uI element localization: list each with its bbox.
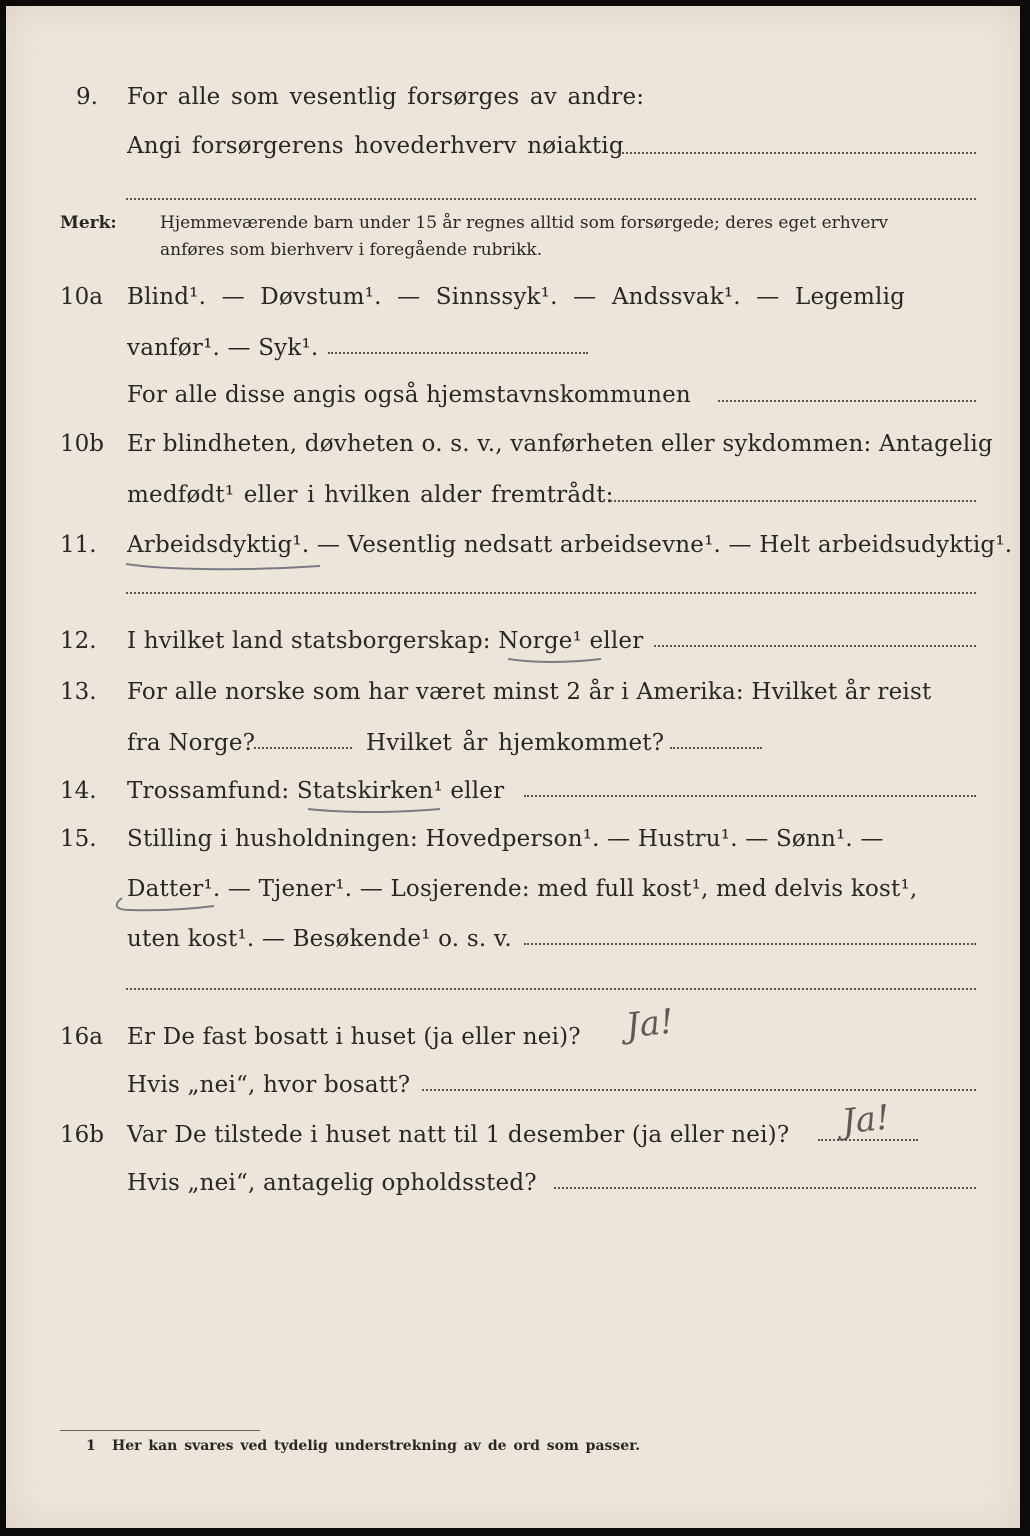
question-10a-hometown-line[interactable] [718, 400, 976, 402]
question-16a-handwritten-answer: Ja! [624, 1001, 676, 1047]
question-11-extra-line[interactable] [126, 592, 976, 594]
question-9-extra-line[interactable] [126, 198, 976, 200]
handwritten-underline-norge [506, 654, 606, 666]
question-10a-line1: Blind¹. — Døvstum¹. — Sinnssyk¹. — Andssvak¹. — Legemlig [127, 284, 906, 310]
question-10a-answer-line[interactable] [328, 352, 588, 354]
question-14-line1: Trossamfund: Statskirken¹ eller [127, 778, 505, 804]
question-12-answer-line[interactable] [654, 645, 976, 647]
question-9-line1: For alle som vesentlig forsørges av andre: [127, 84, 645, 110]
question-13-line1: For alle norske som har været minst 2 år i Amerika: Hvilket år reist [127, 679, 932, 705]
question-16a-line2: Hvis „nei“, hvor bosatt? [127, 1072, 411, 1098]
question-16b-location-line[interactable] [554, 1187, 976, 1189]
question-14-number: 14. [60, 778, 97, 804]
handwritten-underline-datter [110, 896, 220, 916]
question-15-answer-line[interactable] [524, 943, 976, 945]
handwritten-underline-statskirken [306, 804, 446, 816]
question-10a-line2: vanfør¹. — Syk¹. [127, 335, 319, 361]
question-15-line2: Datter¹. — Tjener¹. — Losjerende: med full kost¹, med delvis kost¹, [127, 876, 918, 902]
question-9-answer-line[interactable] [618, 152, 976, 154]
question-10a-line3: For alle disse angis også hjemstavnskommunen [127, 382, 691, 408]
question-15-line3: uten kost¹. — Besøkende¹ o. s. v. [127, 926, 512, 952]
question-16a-number: 16a [60, 1024, 103, 1050]
census-form-page [6, 6, 1020, 1528]
question-10b-number: 10b [60, 431, 104, 457]
question-16b-line2: Hvis „nei“, antagelig opholdssted? [127, 1170, 537, 1196]
question-16b-line1: Var De tilstede i huset natt til 1 desember (ja eller nei)? [127, 1122, 790, 1148]
note-line2: anføres som bierhverv i foregående rubrikk. [160, 240, 543, 260]
question-15-line1: Stilling i husholdningen: Hovedperson¹. — Hustru¹. — Sønn¹. — [127, 826, 884, 852]
question-13-return-line[interactable] [670, 747, 762, 749]
question-12-number: 12. [60, 628, 97, 654]
question-10b-line1: Er blindheten, døvheten o. s. v., vanførheten eller sykdommen: Antagelig [127, 431, 993, 457]
question-16a-line1: Er De fast bosatt i huset (ja eller nei)? [127, 1024, 581, 1050]
note-line1: Hjemmeværende barn under 15 år regnes alltid som forsørgede; deres eget erhverv [160, 213, 889, 233]
question-11-line1: Arbeidsdyktig¹. — Vesentlig nedsatt arbeidsevne¹. — Helt arbeidsudyktig¹. [127, 532, 1013, 558]
question-10b-line2: medfødt¹ eller i hvilken alder fremtrådt: [127, 482, 614, 508]
question-16b-number: 16b [60, 1122, 104, 1148]
question-16a-answer-line[interactable] [422, 1089, 976, 1091]
note-label: Merk: [60, 213, 117, 233]
handwritten-underline-arbeidsdyktig [124, 558, 324, 574]
question-10a-number: 10a [60, 284, 103, 310]
footnote-divider [60, 1430, 260, 1431]
footnote-mark: 1 [86, 1438, 96, 1454]
question-12-line1: I hvilket land statsborgerskap: Norge¹ eller [127, 628, 644, 654]
question-14-answer-line[interactable] [524, 795, 976, 797]
question-10b-answer-line[interactable] [610, 500, 976, 502]
question-16b-handwritten-answer: Ja! [840, 1097, 892, 1143]
question-15-number: 15. [60, 826, 97, 852]
footnote-text: Her kan svares ved tydelig understrekning av de ord som passer. [112, 1438, 641, 1454]
question-9-line2: Angi forsørgerens hovederhverv nøiaktig [127, 133, 624, 159]
question-16b-answer-line[interactable] [818, 1139, 918, 1141]
question-13-departure-line[interactable] [254, 747, 352, 749]
question-15-extra-line[interactable] [126, 988, 976, 990]
question-11-number: 11. [60, 532, 97, 558]
question-13-line2a: fra Norge? [127, 730, 256, 756]
question-13-number: 13. [60, 679, 97, 705]
question-9-number: 9. [76, 84, 98, 110]
question-13-line2b: Hvilket år hjemkommet? [366, 730, 665, 756]
